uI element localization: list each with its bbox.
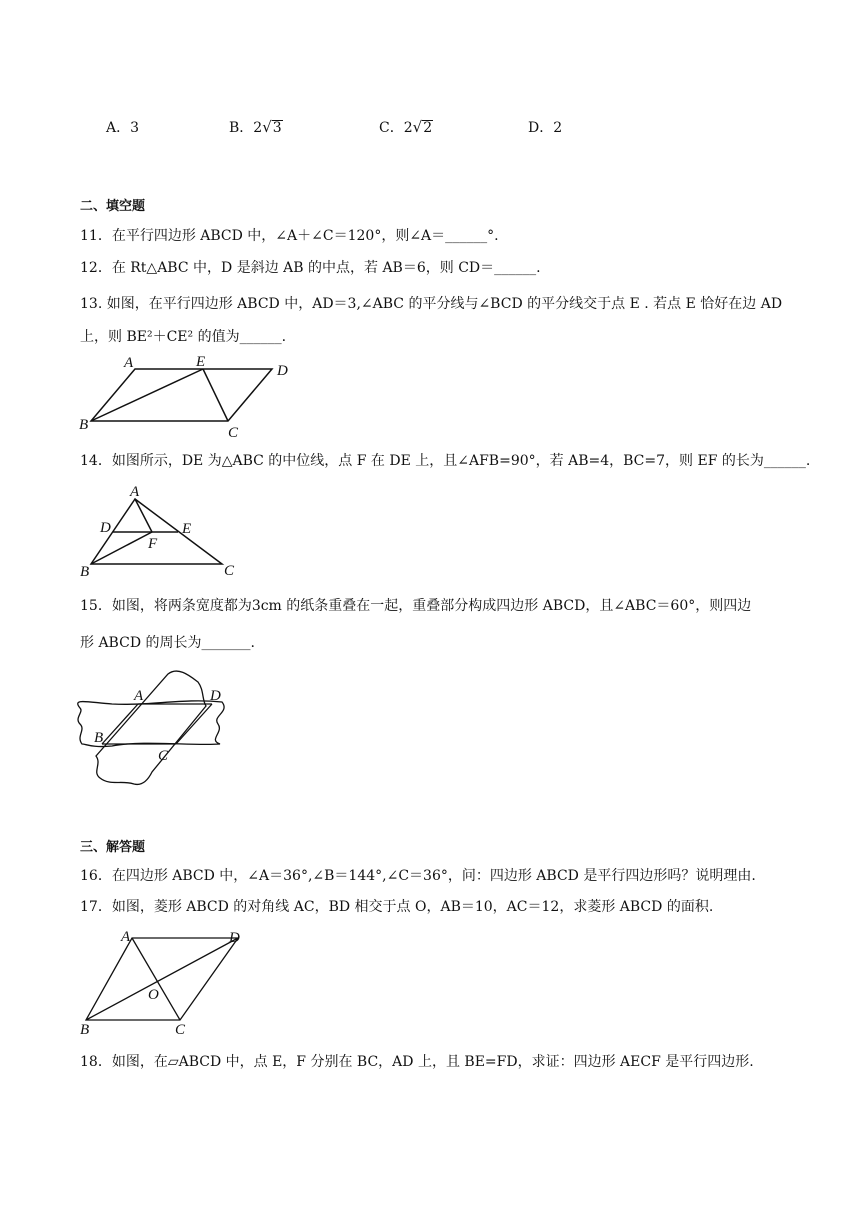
segment-ce — [203, 369, 228, 421]
figure-17-rhombus — [78, 928, 258, 1040]
question-13-line2: 上，则 BE²＋CE² 的值为______. — [80, 329, 287, 345]
option-d-label: D．2 — [528, 120, 563, 136]
label-b: B — [79, 417, 89, 433]
label-a: A — [134, 688, 144, 704]
question-13-line1: 13. 如图，在平行四边形 ABCD 中，AD＝3,∠ABC 的平分线与∠BCD 的平分线交于点 E . 若点 E 恰好在边 AD — [80, 296, 783, 312]
option-b-coef: 2 — [253, 120, 263, 136]
label-d: D — [210, 688, 221, 704]
label-c: C — [224, 563, 235, 579]
option-c — [379, 117, 433, 137]
question-16: 16．在四边形 ABCD 中，∠A＝36°,∠B＝144°,∠C＝36°，问：四边形 ABCD 是平行四边形吗？说明理由. — [80, 868, 756, 884]
label-b: B — [80, 1022, 90, 1038]
figure-15-paper-strips — [72, 668, 232, 788]
label-f: F — [148, 536, 158, 552]
label-b: B — [94, 730, 104, 746]
radical-sign: √ — [262, 118, 272, 136]
label-d: D — [100, 520, 111, 536]
parallelogram-abcd — [91, 369, 272, 421]
section-title-fill-blank: 二、填空题 — [80, 199, 146, 214]
label-a: A — [121, 929, 131, 945]
label-c: C — [228, 425, 239, 441]
option-c-radicand: 2 — [423, 120, 433, 136]
figure-14-triangle — [78, 480, 248, 580]
question-15-line2: 形 ABCD 的周长为_______. — [80, 635, 255, 651]
label-d: D — [277, 363, 288, 379]
figure-13-parallelogram — [78, 356, 308, 440]
segment-bf — [91, 532, 152, 564]
question-14: 14．如图所示，DE 为△ABC 的中位线，点 F 在 DE 上，且∠AFB=90°，若 AB=4，BC=7，则 EF 的长为______. — [80, 453, 811, 469]
question-18: 18．如图，在▱ABCD 中，点 E，F 分别在 BC，AD 上，且 BE=FD，求证：四边形 AECF 是平行四边形. — [80, 1054, 754, 1070]
radical-sign: √ — [412, 118, 423, 136]
question-17: 17．如图，菱形 ABCD 的对角线 AC，BD 相交于点 O，AB＝10，AC＝12，求菱形 ABCD 的面积. — [80, 899, 714, 915]
edge-cd — [176, 704, 212, 744]
option-b-radicand: 3 — [272, 120, 282, 136]
segment-be — [91, 369, 203, 421]
label-c: C — [175, 1022, 186, 1038]
option-a-label: A．3 — [106, 120, 140, 136]
edge-ab — [102, 704, 138, 744]
label-e: E — [182, 521, 192, 537]
question-15-line1: 15．如图，将两条宽度都为3cm 的纸条重叠在一起，重叠部分构成四边形 ABCD，且∠ABC＝60°，则四边 — [80, 598, 752, 614]
option-c-coef: 2 — [403, 120, 413, 136]
option-b — [229, 117, 283, 137]
question-12: 12．在 Rt△ABC 中，D 是斜边 AB 的中点，若 AB＝6，则 CD＝______. — [80, 260, 541, 276]
option-d — [528, 117, 562, 137]
slanted-strip — [96, 671, 206, 784]
diagonal-ac — [132, 938, 180, 1020]
label-b: B — [80, 564, 90, 580]
section-title-solution: 三、解答题 — [80, 840, 146, 855]
label-a: A — [124, 355, 134, 371]
label-a: A — [130, 484, 140, 500]
option-a — [106, 117, 139, 137]
label-d: D — [229, 930, 240, 946]
label-c: C — [158, 748, 169, 764]
option-c-label: C． — [379, 120, 404, 136]
label-o: O — [148, 987, 159, 1003]
segment-af — [135, 499, 152, 532]
question-11: 11．在平行四边形 ABCD 中，∠A＋∠C＝120°，则∠A＝______°. — [80, 228, 499, 244]
label-e: E — [196, 354, 206, 370]
option-b-label: B． — [229, 120, 254, 136]
